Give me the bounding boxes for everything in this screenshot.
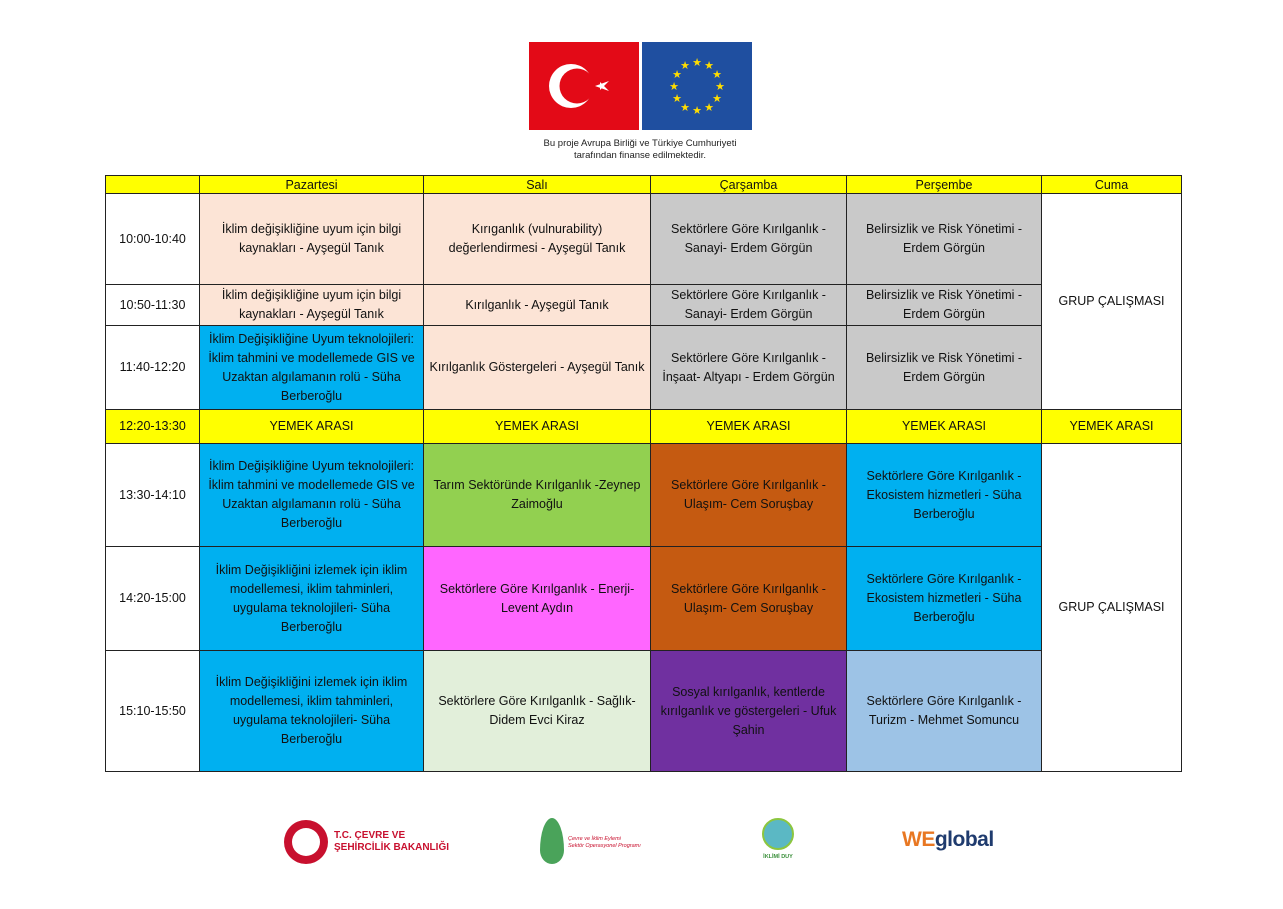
time-cell: 10:00-10:40 [106, 194, 200, 285]
lunch-cell: YEMEK ARASI [424, 410, 651, 444]
funding-statement [490, 138, 790, 162]
funding-flags [529, 42, 753, 130]
lunch-cell: YEMEK ARASI [651, 410, 847, 444]
day-header-monday: Pazartesi [200, 176, 424, 194]
time-cell: 11:40-12:20 [106, 326, 200, 410]
time-cell: 15:10-15:50 [106, 651, 200, 772]
time-cell: 13:30-14:10 [106, 444, 200, 547]
lunch-time-cell: 12:20-13:30 [106, 410, 200, 444]
iklimi-duy-logo [758, 818, 798, 870]
session-cell: Sektörlere Göre Kırılganlık - Ulaşım- Cem Soruşbay [651, 444, 847, 547]
time-cell: 10:50-11:30 [106, 285, 200, 326]
turkey-flag-icon [529, 42, 639, 130]
svg-text:★: ★ [692, 57, 702, 69]
time-cell: 14:20-15:00 [106, 547, 200, 651]
svg-text:★: ★ [672, 93, 682, 105]
session-cell: Sektörlere Göre Kırılganlık - Sanayi- Erdem Görgün [651, 194, 847, 285]
session-cell: Sektörlere Göre Kırılganlık - Enerji- Levent Aydın [424, 547, 651, 651]
table-row [106, 326, 1182, 410]
session-cell: Sektörlere Göre Kırılganlık - Ekosistem hizmetleri - Süha Berberoğlu [847, 547, 1042, 651]
svg-text:★: ★ [692, 105, 702, 117]
climate-programme-line-1: Çevre ve İklim Eylemi [568, 836, 621, 842]
lunch-cell: YEMEK ARASI [200, 410, 424, 444]
ministry-logo [284, 820, 449, 866]
footer-logos [0, 812, 1283, 872]
session-cell: İklim Değişikliğine Uyum teknolojileri: İklim tahmini ve modellemede GIS ve Uzaktan algılamanın rolü - Süha Berberoğlu [200, 326, 424, 410]
session-cell: Sektörlere Göre Kırılganlık - Ekosistem hizmetleri - Süha Berberoğlu [847, 444, 1042, 547]
header-empty-cell [106, 176, 200, 194]
session-cell: Kırılganlık - Ayşegül Tanık [424, 285, 651, 326]
day-header-thursday: Perşembe [847, 176, 1042, 194]
session-cell: Sektörlere Göre Kırılganlık - İnşaat- Altyapı - Erdem Görgün [651, 326, 847, 410]
ministry-name [334, 830, 449, 854]
session-cell: İklim değişikliğine uyum için bilgi kaynakları - Ayşegül Tanık [200, 194, 424, 285]
friday-group-work-morning: GRUP ÇALIŞMASI [1042, 194, 1182, 410]
weglobal-global: global [934, 828, 994, 851]
leaf-drop-icon [540, 818, 564, 864]
svg-text:★: ★ [712, 93, 722, 105]
table-row [106, 547, 1182, 651]
friday-group-work-afternoon: GRUP ÇALIŞMASI [1042, 444, 1182, 772]
table-row [106, 651, 1182, 772]
ministry-name-line-2: ŞEHİRCİLİK BAKANLIĞI [334, 842, 449, 853]
table-row [106, 194, 1182, 285]
svg-text:★: ★ [669, 81, 679, 93]
schedule-table [105, 175, 1182, 772]
funding-line-2: tarafından finanse edilmektedir. [573, 150, 707, 161]
session-cell: Belirsizlik ve Risk Yönetimi - Erdem Görgün [847, 326, 1042, 410]
day-header-tuesday: Salı [424, 176, 651, 194]
lunch-cell: YEMEK ARASI [847, 410, 1042, 444]
climate-programme-name [568, 836, 641, 850]
session-cell: İklim Değişikliğini izlemek için iklim modellemesi, iklim tahminleri, uygulama teknolojileri- Süha Berberoğlu [200, 651, 424, 772]
globe-icon [762, 818, 794, 850]
session-cell: Sektörlere Göre Kırılganlık - Ulaşım- Cem Soruşbay [651, 547, 847, 651]
session-cell: Kırılganlık Göstergeleri - Ayşegül Tanık [424, 326, 651, 410]
svg-text:★: ★ [672, 69, 682, 81]
session-cell: İklim değişikliğine uyum için bilgi kaynakları - Ayşegül Tanık [200, 285, 424, 326]
session-cell: Sosyal kırılganlık, kentlerde kırılganlık ve göstergeleri - Ufuk Şahin [651, 651, 847, 772]
svg-text:★: ★ [680, 60, 690, 72]
eu-flag-icon [642, 42, 752, 130]
session-cell: Sektörlere Göre Kırılganlık - Sanayi- Erdem Görgün [651, 285, 847, 326]
lunch-row [106, 410, 1182, 444]
table-row [106, 285, 1182, 326]
day-header-friday: Cuma [1042, 176, 1182, 194]
weglobal-we: WE [902, 828, 935, 851]
session-cell: İklim Değişikliğini izlemek için iklim modellemesi, iklim tahminleri, uygulama teknolojileri- Süha Berberoğlu [200, 547, 424, 651]
funding-line-1: Bu proje Avrupa Birliği ve Türkiye Cumhuriyeti [543, 138, 737, 149]
ministry-seal-icon [284, 820, 328, 864]
svg-text:★: ★ [704, 60, 714, 72]
ministry-name-line-1: T.C. ÇEVRE VE [334, 830, 406, 841]
session-cell: İklim Değişikliğine Uyum teknolojileri: İklim tahmini ve modellemede GIS ve Uzaktan algılamanın rolü - Süha Berberoğlu [200, 444, 424, 547]
climate-programme-line-2: Sektör Operasyonel Programı [568, 843, 641, 849]
session-cell: Belirsizlik ve Risk Yönetimi - Erdem Görgün [847, 285, 1042, 326]
svg-text:★: ★ [715, 81, 725, 93]
session-cell: Sektörlere Göre Kırılganlık - Turizm - Mehmet Somuncu [847, 651, 1042, 772]
iklimi-duy-label: İKLİMİ DUY [763, 854, 793, 860]
session-cell: Belirsizlik ve Risk Yönetimi - Erdem Görgün [847, 194, 1042, 285]
table-row [106, 444, 1182, 547]
session-cell: Tarım Sektöründe Kırılganlık -Zeynep Zaimoğlu [424, 444, 651, 547]
svg-text:★: ★ [712, 69, 722, 81]
header-row [106, 176, 1182, 194]
climate-programme-logo [540, 816, 655, 868]
day-header-wednesday: Çarşamba [651, 176, 847, 194]
weglobal-logo [902, 828, 994, 852]
session-cell: Sektörlere Göre Kırılganlık - Sağlık- Didem Evci Kiraz [424, 651, 651, 772]
session-cell: Kırıganlık (vulnurability) değerlendirmesi - Ayşegül Tanık [424, 194, 651, 285]
svg-text:★: ★ [704, 102, 714, 114]
lunch-cell: YEMEK ARASI [1042, 410, 1182, 444]
svg-text:★: ★ [680, 102, 690, 114]
